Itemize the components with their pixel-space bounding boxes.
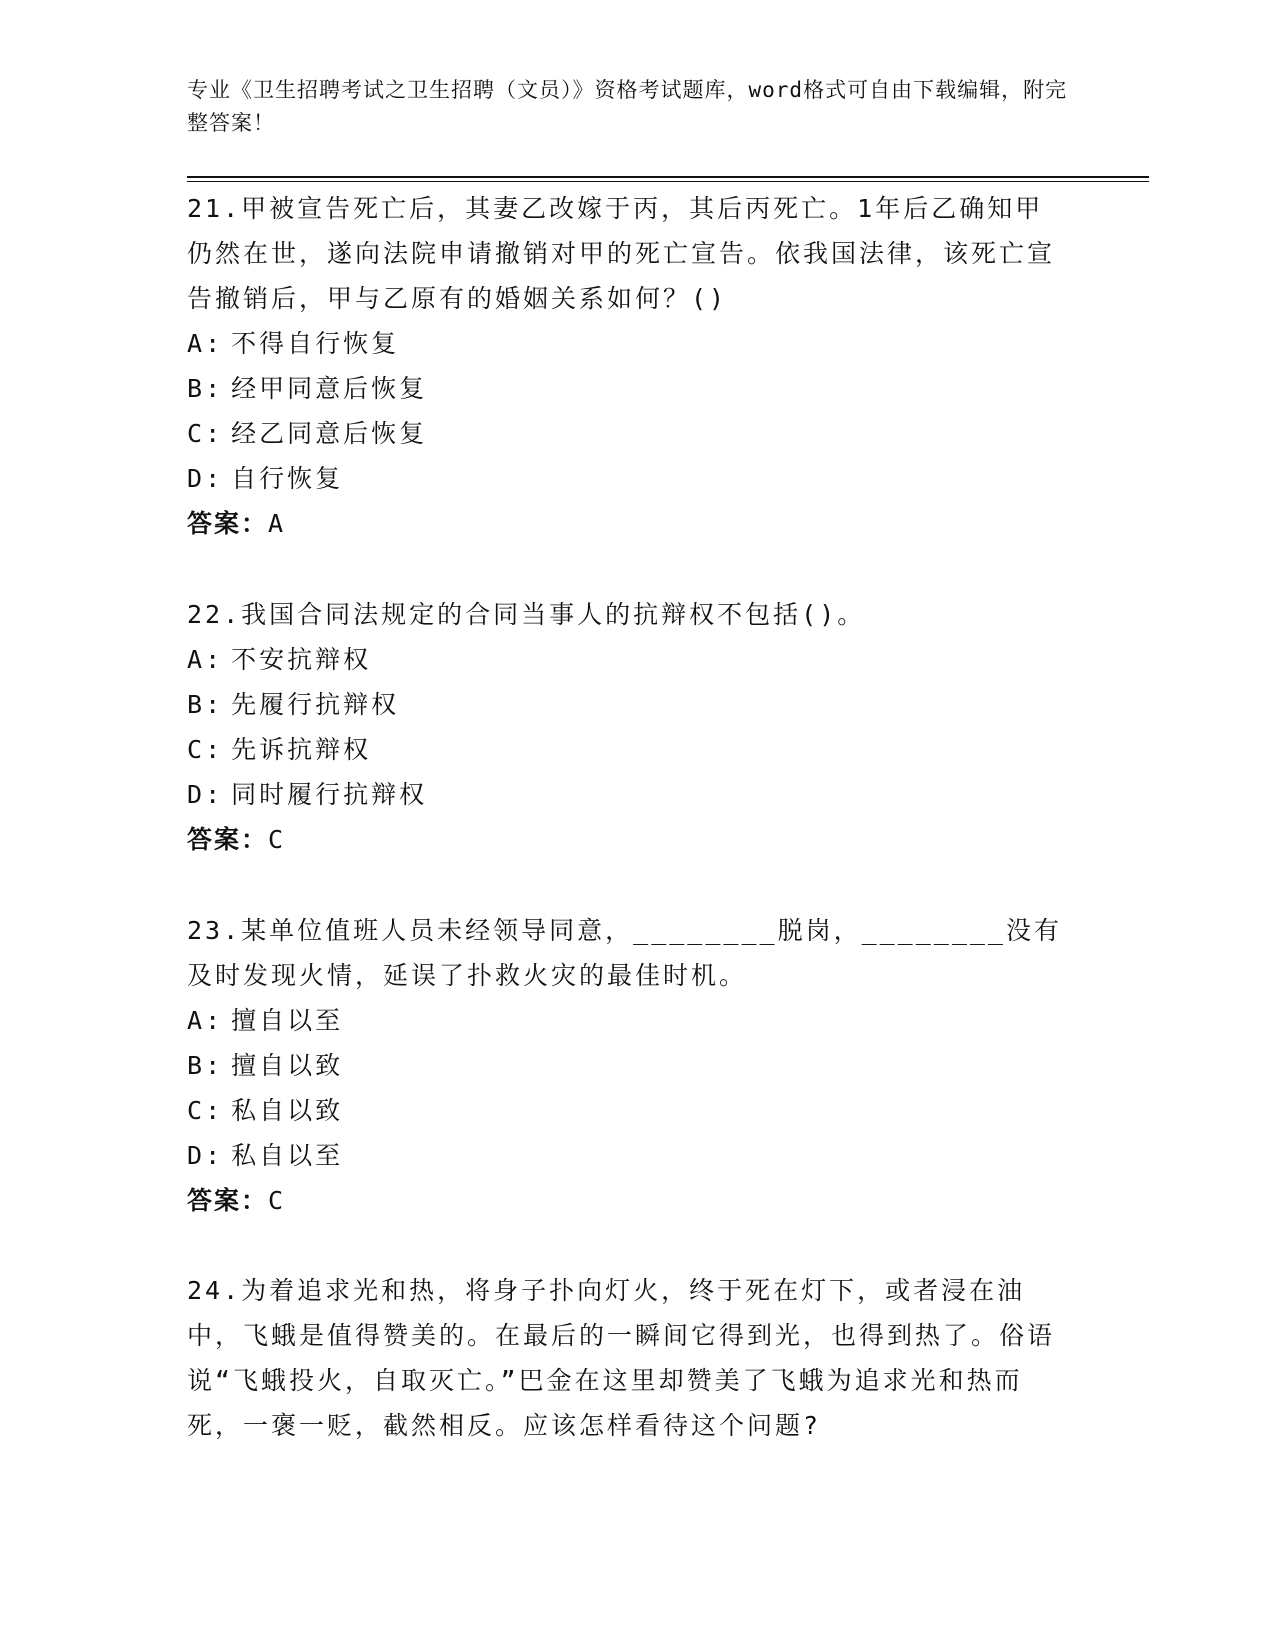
option-key: D xyxy=(187,780,206,809)
document-header: 专业《卫生招聘考试之卫生招聘（文员）》资格考试题库，word格式可自由下载编辑，附完整答案！ xyxy=(187,78,1068,135)
option-text: 不得自行恢复 xyxy=(231,329,400,358)
option-b xyxy=(187,1043,1067,1088)
option-key: B xyxy=(187,1051,206,1080)
option-key: D xyxy=(187,464,206,493)
question-22 xyxy=(187,592,1067,863)
option-d xyxy=(187,772,1067,817)
option-text: 私自以致 xyxy=(231,1096,344,1125)
option-text: 经乙同意后恢复 xyxy=(231,419,428,448)
option-separator: : xyxy=(205,419,224,448)
option-separator: : xyxy=(205,690,224,719)
option-separator: : xyxy=(205,1096,224,1125)
option-a xyxy=(187,998,1067,1043)
option-a xyxy=(187,321,1067,366)
question-stem: 21.甲被宣告死亡后，其妻乙改嫁于丙，其后丙死亡。1年后乙确知甲仍然在世，遂向法院申请撤销对甲的死亡宣告。依我国法律，该死亡宣告撤销后，甲与乙原有的婚姻关系如何？() xyxy=(187,194,1056,313)
option-separator: : xyxy=(205,329,224,358)
option-separator: : xyxy=(205,464,224,493)
answer-value: C xyxy=(268,1186,286,1215)
header-rule-thin xyxy=(187,181,1149,182)
option-text: 先诉抗辩权 xyxy=(231,735,372,764)
option-text: 私自以至 xyxy=(231,1141,344,1170)
answer-label: 答案： xyxy=(187,1186,269,1215)
option-key: B xyxy=(187,374,206,403)
option-text: 先履行抗辩权 xyxy=(231,690,400,719)
option-text: 经甲同意后恢复 xyxy=(231,374,428,403)
question-stem: 22.我国合同法规定的合同当事人的抗辩权不包括()。 xyxy=(187,600,866,629)
option-separator: : xyxy=(205,735,224,764)
option-key: C xyxy=(187,419,206,448)
option-d xyxy=(187,456,1067,501)
option-key: A xyxy=(187,645,206,674)
question-stem: 23.某单位值班人员未经领导同意，________脱岗，________没有及时发现火情，延误了扑救火灾的最佳时机。 xyxy=(187,916,1062,990)
answer-value: C xyxy=(268,825,286,854)
option-text: 擅自以至 xyxy=(231,1006,344,1035)
option-separator: : xyxy=(205,780,224,809)
option-c xyxy=(187,1088,1067,1133)
option-separator: : xyxy=(205,645,224,674)
question-24 xyxy=(187,1268,1067,1448)
option-b xyxy=(187,366,1067,411)
option-a xyxy=(187,637,1067,682)
option-c xyxy=(187,727,1067,772)
option-key: C xyxy=(187,1096,206,1125)
answer-line xyxy=(187,817,1067,863)
answer-line xyxy=(187,1178,1067,1224)
option-key: A xyxy=(187,1006,206,1035)
option-key: C xyxy=(187,735,206,764)
answer-label: 答案： xyxy=(187,825,269,854)
option-text: 同时履行抗辩权 xyxy=(231,780,428,809)
header-rule-thick xyxy=(187,176,1149,178)
answer-line xyxy=(187,501,1067,547)
option-text: 自行恢复 xyxy=(231,464,344,493)
option-c xyxy=(187,411,1067,456)
option-text: 不安抗辩权 xyxy=(231,645,372,674)
option-key: D xyxy=(187,1141,206,1170)
question-stem: 24.为着追求光和热，将身子扑向灯火，终于死在灯下，或者浸在油中，飞蛾是值得赞美的。在最后的一瞬间它得到光，也得到热了。俗语说“飞蛾投火，自取灭亡。”巴金在这里却赞美了飞蛾为追求光和热而死，一褒一贬，截然相反。应该怎样看待这个问题? xyxy=(187,1276,1056,1440)
option-b xyxy=(187,682,1067,727)
option-separator: : xyxy=(205,1006,224,1035)
option-key: B xyxy=(187,690,206,719)
answer-value: A xyxy=(268,509,286,538)
option-separator: : xyxy=(205,1051,224,1080)
question-23 xyxy=(187,908,1067,1224)
option-key: A xyxy=(187,329,206,358)
option-separator: : xyxy=(205,1141,224,1170)
question-21 xyxy=(187,186,1067,547)
option-separator: : xyxy=(205,374,224,403)
answer-label: 答案： xyxy=(187,509,269,538)
option-text: 擅自以致 xyxy=(231,1051,344,1080)
option-d xyxy=(187,1133,1067,1178)
